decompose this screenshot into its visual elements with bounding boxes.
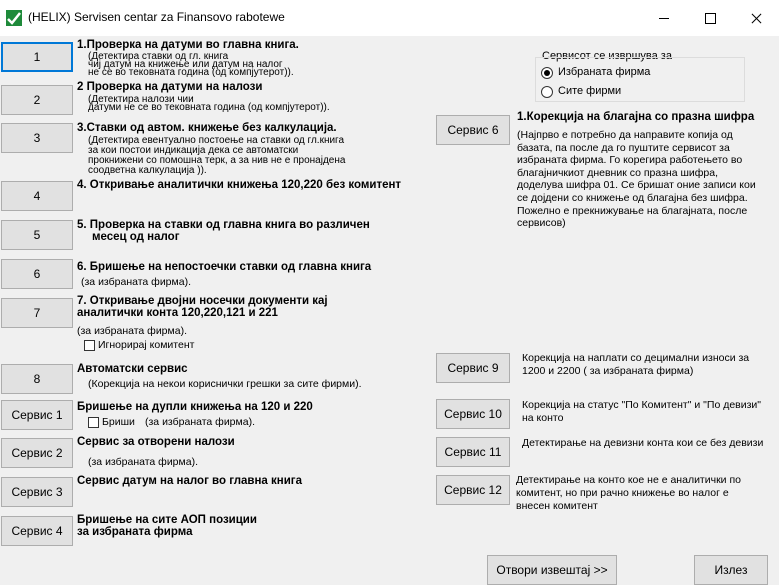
service-2-button[interactable]: 2 — [1, 85, 73, 115]
servis-9-button[interactable]: Сервис 9 — [436, 353, 510, 383]
servis-12-desc: Детектирање на конто кое не е аналитички по комитент, но при рачно книжење во налог е внесен комитент — [516, 474, 741, 512]
servis-1-desc: (за избраната фирма). — [145, 416, 255, 428]
servis-4-title-line2: за избраната фирма — [77, 526, 193, 538]
company-group-label: Сервисот се извршува за — [542, 50, 672, 62]
item-6-title: 6. Бришење на непостоечки ставки од главна книга — [77, 261, 372, 273]
title-bar — [0, 0, 779, 36]
servis-2-desc: (за избраната фирма). — [88, 456, 198, 468]
open-report-button[interactable]: Отвори извештај >> — [487, 555, 617, 585]
delete-checkbox[interactable] — [88, 417, 99, 428]
item-7-title: 7. Откривање двојни носечки документи кај — [77, 295, 328, 307]
service-4-button[interactable]: 4 — [1, 181, 73, 211]
item-2-desc-line: (Детектира налози чии — [88, 94, 194, 105]
delete-checkbox-label: Бриши — [102, 416, 135, 428]
servis-6-button[interactable]: Сервис 6 — [436, 115, 510, 145]
servis-10-desc: Корекција на статус "По Комитент" и "По девизи" на конто — [522, 399, 762, 424]
minimize-icon[interactable] — [641, 0, 687, 36]
servis-6-desc: (Најпрво е потребно да направите копија од базата, па после да го пуштите сервисот за избраната фирма. Го корегира работењето во благајничкиот дневник со празна шифра, доделува шифра 01. Се бришат оние записи кои се дојдени со книжење од благајна без шифра. Пожелно е прекнижување на благајната, после сервисов) — [517, 129, 756, 230]
auto-service-button[interactable]: 8 — [1, 364, 73, 394]
radio-selected-company[interactable] — [541, 67, 553, 79]
app-icon — [6, 10, 22, 26]
servis-2-button[interactable]: Сервис 2 — [1, 438, 73, 468]
service-7-button[interactable]: 7 — [1, 298, 73, 328]
servis-4-button[interactable]: Сервис 4 — [1, 516, 73, 546]
item-7-title-line2: аналитички конта 120,220,121 и 221 — [77, 307, 278, 319]
item-1-desc-line: чиј датум на книжење или датум на налог — [88, 59, 283, 70]
item-5-title: 5. Проверка на ставки од главна книга во различен — [77, 219, 370, 231]
servis-9-desc: Корекција на наплати со децимални износи за 1200 и 2200 ( за избраната фирма) — [522, 352, 750, 377]
service-3-button[interactable]: 3 — [1, 123, 73, 153]
item-1-title: 1.Проверка на датуми во главна книга. — [77, 39, 299, 51]
radio-all-companies-label: Сите фирми — [558, 85, 622, 97]
servis-1-title: Бришење на дупли книжења на 120 и 220 — [77, 401, 313, 413]
servis-10-button[interactable]: Сервис 10 — [436, 399, 510, 429]
item-1-desc-line: не се во тековната година (од компјутерот)). — [88, 67, 294, 78]
servis-12-button[interactable]: Сервис 12 — [436, 475, 510, 505]
servis-11-desc: Детектирање на девизни конта кои се без девизи — [522, 437, 764, 449]
servis-4-title: Бришење на сите АОП позиции — [77, 514, 257, 526]
item-3-desc-line: за кои постои индикација дека се автоматски — [88, 145, 299, 156]
item-2-title: 2 Проверка на датуми на налози — [77, 81, 263, 93]
window-title: (HELIX) Servisen centar za Finansovo rabotewe — [28, 10, 285, 24]
close-icon[interactable] — [733, 0, 779, 36]
maximize-icon[interactable] — [687, 0, 733, 36]
servis-3-button[interactable]: Сервис 3 — [1, 477, 73, 507]
ignore-client-label: Игнорирај комитент — [98, 339, 195, 351]
item-3-desc-line: соодветна калкулација )). — [88, 165, 207, 176]
servis-11-button[interactable]: Сервис 11 — [436, 437, 510, 467]
servis-1-button[interactable]: Сервис 1 — [1, 400, 73, 430]
servis-2-title: Сервис за отворени налози — [77, 436, 235, 448]
servis-6-title: 1.Корекција на благајна со празна шифра — [517, 111, 755, 123]
service-6-button[interactable]: 6 — [1, 259, 73, 289]
item-6-desc: (за избраната фирма). — [81, 276, 191, 288]
radio-selected-company-label: Избраната фирма — [558, 66, 651, 78]
service-1-button[interactable]: 1 — [1, 42, 73, 72]
item-2-desc-line: датуми не се во тековната година (од компјутерот)). — [88, 102, 330, 113]
item-3-title: 3.Ставки од автом. книжење без калкулација. — [77, 122, 337, 134]
item-1-desc-line: (Детектира ставки од гл. книга — [88, 51, 229, 62]
ignore-client-checkbox[interactable] — [84, 340, 95, 351]
item-7-desc: (за избраната фирма). — [77, 325, 187, 337]
item-8-desc: (Корекција на некои кориснички грешки за сите фирми). — [88, 378, 362, 390]
item-3-desc-line: прокнижени со помошна терк, а за нив не е пронајдена — [88, 155, 346, 166]
exit-button[interactable]: Излез — [694, 555, 768, 585]
servis-3-title: Сервис датум на налог во главна книга — [77, 475, 302, 487]
item-3-desc-line: (Детектира евентуално постоење на ставки од гл.книга — [88, 135, 345, 146]
item-4-title: 4. Откривање аналитички книжења 120,220 без комитент — [77, 179, 402, 191]
item-5-title-line2: месец од налог — [92, 231, 180, 243]
service-5-button[interactable]: 5 — [1, 220, 73, 250]
radio-all-companies[interactable] — [541, 86, 553, 98]
item-8-title: Автоматски сервис — [77, 363, 188, 375]
